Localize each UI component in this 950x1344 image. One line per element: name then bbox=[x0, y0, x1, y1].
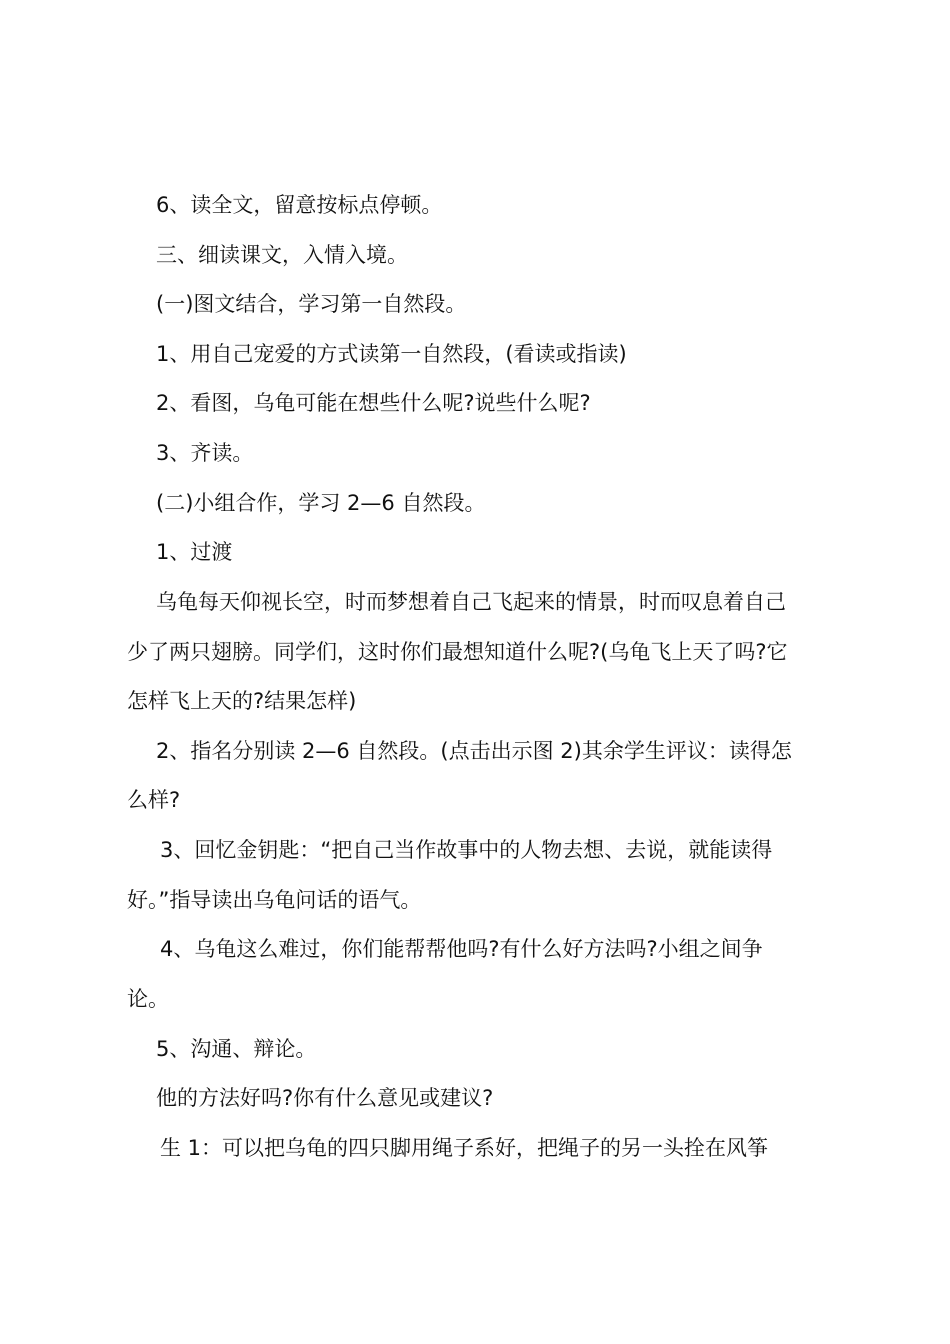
text-line-10: 少了两只翅膀。同学们，这时你们最想知道什么呢?(乌龟飞上天了吗?它 bbox=[127, 640, 788, 664]
text-line-11: 怎样飞上天的?结果怎样) bbox=[127, 689, 357, 713]
text-line-3: (一)图文结合，学习第一自然段。 bbox=[156, 292, 467, 316]
text-line-12: 2、指名分别读 2—6 自然段。(点击出示图 2)其余学生评议：读得怎 bbox=[156, 739, 792, 763]
text-line-20: 生 1：可以把乌龟的四只脚用绳子系好，把绳子的另一头拴在风筝 bbox=[160, 1136, 769, 1160]
text-line-4: 1、用自己宠爱的方式读第一自然段，(看读或指读) bbox=[156, 342, 627, 366]
text-line-15: 好。”指导读出乌龟问话的语气。 bbox=[127, 888, 422, 912]
text-line-13: 么样? bbox=[127, 788, 181, 812]
text-line-8: 1、过渡 bbox=[156, 540, 233, 564]
text-line-18: 5、沟通、辩论。 bbox=[156, 1037, 317, 1061]
text-line-17: 论。 bbox=[127, 987, 169, 1011]
text-line-6: 3、齐读。 bbox=[156, 441, 254, 465]
text-line-5: 2、看图，乌龟可能在想些什么呢?说些什么呢? bbox=[156, 391, 591, 415]
text-line-9: 乌龟每天仰视长空，时而梦想着自己飞起来的情景，时而叹息着自己 bbox=[156, 590, 786, 614]
text-line-16: 4、乌龟这么难过，你们能帮帮他吗?有什么好方法吗?小组之间争 bbox=[160, 937, 763, 961]
text-line-19: 他的方法好吗?你有什么意见或建议? bbox=[156, 1086, 494, 1110]
text-line-7: (二)小组合作，学习 2—6 自然段。 bbox=[156, 491, 486, 515]
text-line-1: 6、读全文，留意按标点停顿。 bbox=[156, 193, 443, 217]
text-line-2: 三、细读课文，入情入境。 bbox=[156, 243, 408, 267]
text-line-14: 3、回忆金钥匙：“把自己当作故事中的人物去想、去说，就能读得 bbox=[160, 838, 773, 862]
